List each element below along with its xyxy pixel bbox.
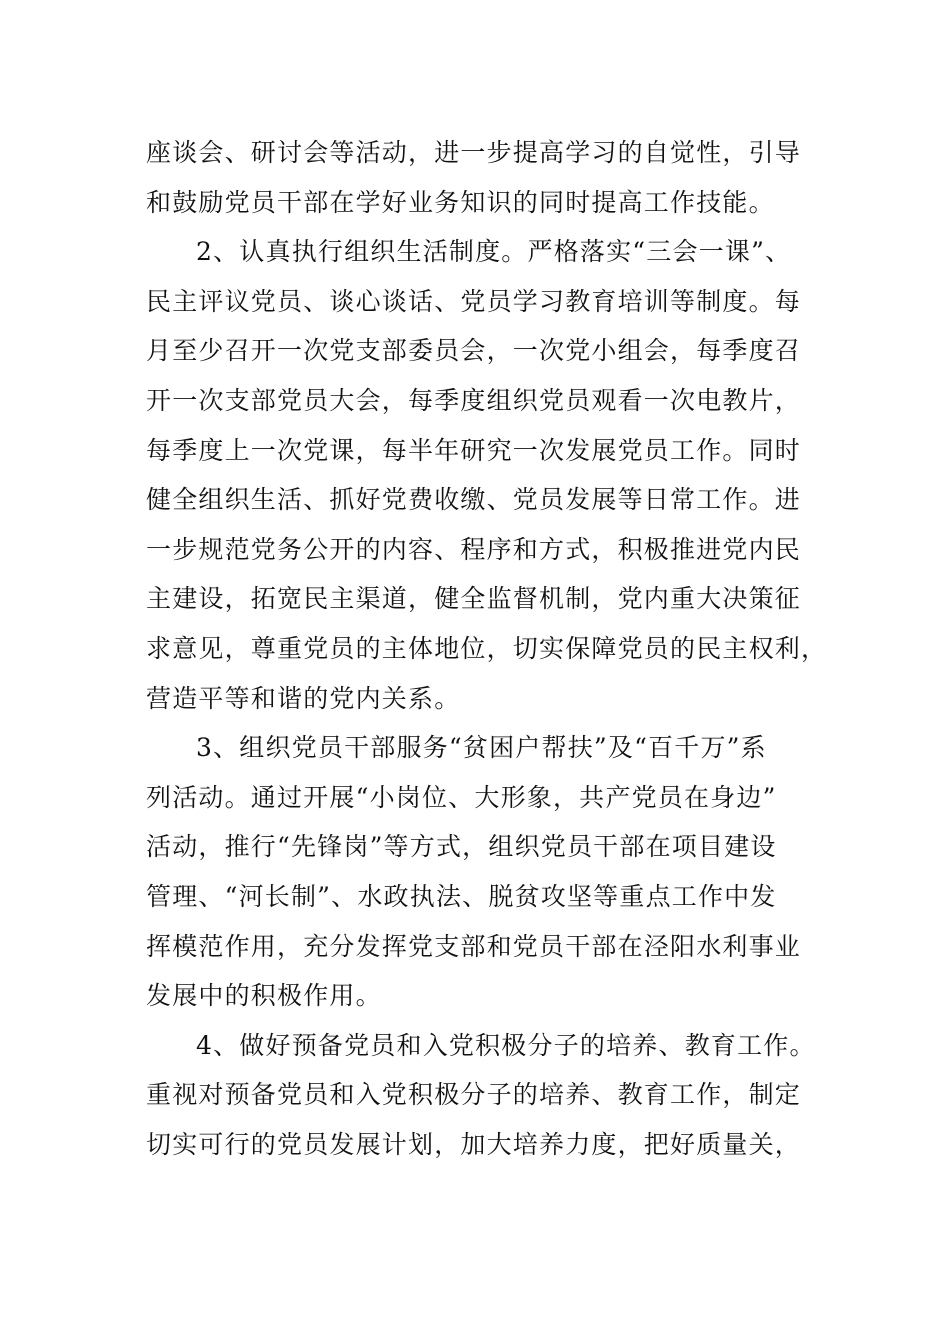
text-line: 主建设，拓宽民主渠道，健全监督机制，党内重大决策征 <box>146 584 802 614</box>
text-line: 切实可行的党员发展计划，加大培养力度，把好质量关， <box>146 1129 802 1159</box>
text-line: 求意见，尊重党员的主体地位，切实保障党员的民主权利， <box>146 633 828 663</box>
text-line: 营造平等和谐的党内关系。 <box>146 683 461 713</box>
text-line: 座谈会、研讨会等活动，进一步提高学习的自觉性，引导 <box>146 138 802 167</box>
text-line: 每季度上一次党课，每半年研究一次发展党员工作。同时 <box>146 435 802 465</box>
paragraph-start-line: 4、做好预备党员和入党积极分子的培养、教育工作。 <box>196 1030 816 1060</box>
body-text <box>146 128 828 1169</box>
text-line: 列活动。通过开展“小岗位、大形象，共产党员在身边” <box>146 782 777 812</box>
text-line: 活动，推行“先锋岗”等方式，组织党员干部在项目建设 <box>146 832 777 862</box>
text-line: 开一次支部党员大会，每季度组织党员观看一次电教片， <box>146 385 802 415</box>
text-line: 民主评议党员、谈心谈话、党员学习教育培训等制度。每 <box>146 286 802 316</box>
text-line: 和鼓励党员干部在学好业务知识的同时提高工作技能。 <box>146 187 775 217</box>
paragraph-start-line: 3、组织党员干部服务“贫困户帮扶”及“百千万”系 <box>196 733 767 763</box>
text-line: 月至少召开一次党支部委员会，一次党小组会，每季度召 <box>146 336 802 366</box>
text-line: 管理、“河长制”、水政执法、脱贫攻坚等重点工作中发 <box>146 881 777 911</box>
text-line: 发展中的积极作用。 <box>146 981 382 1011</box>
text-line: 健全组织生活、抓好党费收缴、党员发展等日常工作。进 <box>146 485 802 515</box>
paragraph-start-line: 2、认真执行组织生活制度。严格落实“三会一课”、 <box>196 237 792 267</box>
text-line: 挥模范作用，充分发挥党支部和党员干部在泾阳水利事业 <box>146 931 802 961</box>
text-line: 一步规范党务公开的内容、程序和方式，积极推进党内民 <box>146 534 802 564</box>
text-line: 重视对预备党员和入党积极分子的培养、教育工作，制定 <box>146 1080 802 1110</box>
